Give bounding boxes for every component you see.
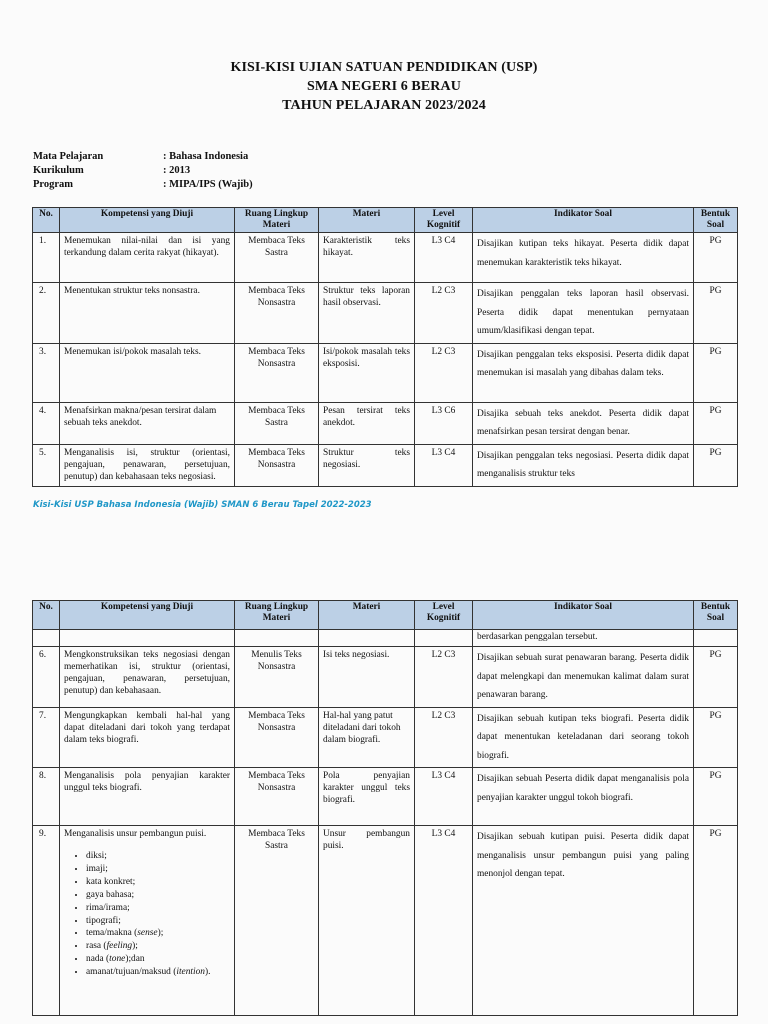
- table-row: [33, 826, 738, 1016]
- cell-indikator: Disajika sebuah teks anekdot. Peserta didik dapat menafsirkan pesan tersirat dengan benar.: [473, 402, 694, 444]
- table-header-row: [33, 208, 738, 233]
- header-indikator: Indikator Soal: [473, 208, 694, 233]
- cell-level: L3 C4: [415, 444, 473, 486]
- header-kompetensi: Kompetensi yang Diuji: [60, 208, 235, 233]
- cell-ruang-lingkup: Membaca Teks Nonsastra: [235, 283, 319, 344]
- cell-kompetensi: Menafsirkan makna/pesan tersirat dalam sebuah teks anekdot.: [60, 402, 235, 444]
- cell-ruang-lingkup: Menulis Teks Nonsastra: [235, 647, 319, 708]
- list-item: • gaya bahasa;: [86, 889, 230, 902]
- cell-ruang-lingkup: Membaca Teks Sastra: [235, 233, 319, 283]
- cell-level: L2 C3: [415, 707, 473, 768]
- title-line-3: TAHUN PELAJARAN 2023/2024: [282, 98, 486, 113]
- cell-indikator: Disajikan sebuah Peserta didik dapat menganalisis pola penyajian karakter unggul tokoh biografi.: [473, 768, 694, 826]
- meta-row-subject: [33, 150, 253, 164]
- cell-indikator: berdasarkan penggalan tersebut.: [473, 630, 694, 647]
- cell-kompetensi: Menganalisis pola penyajian karakter unggul teks biografi.: [60, 768, 235, 826]
- cell-no: 4.: [33, 402, 60, 444]
- table-row: [33, 283, 738, 344]
- text-part: ).: [205, 967, 211, 978]
- cell-level: L3 C6: [415, 402, 473, 444]
- cell-no: 3.: [33, 343, 60, 402]
- document-title: [0, 58, 768, 115]
- cell-bentuk: PG: [694, 444, 738, 486]
- list-item: [86, 966, 230, 979]
- kisi-table-page-1: [32, 207, 738, 487]
- title-line-2: SMA NEGERI 6 BERAU: [307, 79, 461, 94]
- list-item: • kata konkret;: [86, 876, 230, 889]
- header-level: Level Kognitif: [415, 601, 473, 630]
- cell-ruang-lingkup: Membaca Teks Nonsastra: [235, 444, 319, 486]
- cell-bentuk: PG: [694, 233, 738, 283]
- header-indikator: Indikator Soal: [473, 601, 694, 630]
- italic-term: feeling: [106, 941, 133, 952]
- header-bentuk: Bentuk Soal: [694, 601, 738, 630]
- cell-kompetensi: Menemukan nilai-nilai dan isi yang terkandung dalam cerita rakyat (hikayat).: [60, 233, 235, 283]
- cell-materi: Isi teks negosiasi.: [319, 647, 415, 708]
- kompetensi-text: Menganalisis unsur pembangun puisi.: [64, 829, 207, 839]
- text-part: );: [132, 941, 138, 952]
- cell-bentuk: PG: [694, 283, 738, 344]
- cell-indikator: Disajikan sebuah kutipan puisi. Peserta didik dapat menganalisis unsur pembangun puisi yang paling menonjol dengan tepat.: [473, 826, 694, 1016]
- cell-materi: Unsur pembangun puisi.: [319, 826, 415, 1016]
- header-materi: Materi: [319, 601, 415, 630]
- table-row: [33, 647, 738, 708]
- cell-no: 7.: [33, 707, 60, 768]
- list-item: [86, 940, 230, 953]
- list-item: [86, 953, 230, 966]
- cell-no: 6.: [33, 647, 60, 708]
- meta-value: : MIPA/IPS (Wajib): [163, 179, 253, 190]
- cell-bentuk: PG: [694, 647, 738, 708]
- cell-level: L3 C4: [415, 826, 473, 1016]
- header-bentuk: Bentuk Soal: [694, 208, 738, 233]
- header-no: No.: [33, 208, 60, 233]
- cell-bentuk: PG: [694, 402, 738, 444]
- cell-ruang-lingkup: Membaca Teks Sastra: [235, 402, 319, 444]
- cell-no: 5.: [33, 444, 60, 486]
- text-part: tema/makna (: [86, 928, 138, 939]
- list-item: • rima/irama;: [86, 902, 230, 915]
- cell-level: L3 C4: [415, 233, 473, 283]
- meta-value: : 2013: [163, 165, 191, 176]
- cell-no: 1.: [33, 233, 60, 283]
- cell-kompetensi: Menentukan struktur teks nonsastra.: [60, 283, 235, 344]
- cell-kompetensi: [60, 826, 235, 1016]
- cell-materi: Isi/pokok masalah teks eksposisi.: [319, 343, 415, 402]
- cell-no: 8.: [33, 768, 60, 826]
- cell-level: L2 C3: [415, 343, 473, 402]
- cell-indikator: Disajikan sebuah surat penawaran barang. Peserta didik dapat melengkapi dan menemukan kalimat dalam surat penawaran barang.: [473, 647, 694, 708]
- meta-value: : Bahasa Indonesia: [163, 151, 249, 162]
- cell-bentuk: [694, 630, 738, 647]
- list-item: • imaji;: [86, 863, 230, 876]
- cell-materi: Pesan tersirat teks anekdot.: [319, 402, 415, 444]
- text-part: );: [157, 928, 164, 939]
- table-row: [33, 768, 738, 826]
- cell-level: L2 C3: [415, 283, 473, 344]
- table-row: [33, 707, 738, 768]
- title-line-1: KISI-KISI UJIAN SATUAN PENDIDIKAN (USP): [230, 60, 538, 75]
- cell-materi: Struktur teks laporan hasil observasi.: [319, 283, 415, 344]
- cell-bentuk: PG: [694, 707, 738, 768]
- cell-indikator: Disajikan penggalan teks eksposisi. Peserta didik dapat menemukan isi masalah yang dibahas dalam teks.: [473, 343, 694, 402]
- subject-info: [33, 150, 253, 192]
- text-part: rasa (: [86, 941, 107, 952]
- cell-materi: Karakteristik teks hikayat.: [319, 233, 415, 283]
- cell-indikator: Disajikan kutipan teks hikayat. Peserta didik dapat menemukan karakteristik teks hikayat.: [473, 233, 694, 283]
- cell-level: [415, 630, 473, 647]
- cell-bentuk: PG: [694, 768, 738, 826]
- cell-kompetensi: Mengungkapkan kembali hal-hal yang dapat diteladani dari tokoh yang terdapat dalam teks biografi.: [60, 707, 235, 768]
- meta-row-curriculum: [33, 164, 253, 178]
- header-ruang-lingkup: Ruang Lingkup Materi: [235, 208, 319, 233]
- cell-materi: Pola penyajian karakter unggul teks biografi.: [319, 768, 415, 826]
- list-item: • tipografi;: [86, 915, 230, 928]
- table-row: [33, 444, 738, 486]
- cell-no: 2.: [33, 283, 60, 344]
- cell-kompetensi: Menganalisis isi, struktur (orientasi, pengajuan, penawaran, persetujuan, penutup) dan kebahasaan teks negosiasi.: [60, 444, 235, 486]
- text-part: nada (: [86, 954, 110, 965]
- list-item: [86, 927, 230, 940]
- header-kompetensi: Kompetensi yang Diuji: [60, 601, 235, 630]
- cell-kompetensi: Menemukan isi/pokok masalah teks.: [60, 343, 235, 402]
- meta-label: Kurikulum: [33, 165, 84, 176]
- meta-label: Program: [33, 179, 74, 190]
- cell-indikator: Disajikan penggalan teks negosiasi. Peserta didik dapat menganalisis struktur teks: [473, 444, 694, 486]
- cell-no: 9.: [33, 826, 60, 1016]
- cell-ruang-lingkup: Membaca Teks Nonsastra: [235, 343, 319, 402]
- table-row-continuation: [33, 630, 738, 647]
- text-part: );dan: [125, 954, 145, 965]
- cell-indikator: Disajikan sebuah kutipan teks biografi. Peserta didik dapat menentukan keteladanan dari seorang tokoh biografi.: [473, 707, 694, 768]
- cell-bentuk: PG: [694, 343, 738, 402]
- meta-label: Mata Pelajaran: [33, 151, 104, 162]
- cell-ruang-lingkup: [235, 630, 319, 647]
- header-no: No.: [33, 601, 60, 630]
- cell-materi: Hal-hal yang patut diteladani dari tokoh dalam biografi.: [319, 707, 415, 768]
- table-row: [33, 402, 738, 444]
- italic-term: tone: [109, 954, 126, 965]
- unsur-list: [64, 850, 230, 979]
- italic-term: itention: [176, 967, 205, 978]
- cell-no: [33, 630, 60, 647]
- italic-term: sense: [137, 928, 158, 939]
- cell-kompetensi: [60, 630, 235, 647]
- text-part: amanat/tujuan/maksud (: [86, 967, 177, 978]
- cell-bentuk: PG: [694, 826, 738, 1016]
- table-header-row: [33, 601, 738, 630]
- header-level: Level Kognitif: [415, 208, 473, 233]
- meta-row-program: [33, 178, 253, 192]
- cell-ruang-lingkup: Membaca Teks Sastra: [235, 826, 319, 1016]
- cell-materi: Struktur teks negosiasi.: [319, 444, 415, 486]
- cell-indikator: Disajikan penggalan teks laporan hasil observasi. Peserta didik dapat menentukan pernyataan umum/klasifikasi dengan tepat.: [473, 283, 694, 344]
- cell-level: L3 C4: [415, 768, 473, 826]
- cell-level: L2 C3: [415, 647, 473, 708]
- table-row: [33, 343, 738, 402]
- list-item: • diksi;: [86, 850, 230, 863]
- kisi-table-page-2: [32, 600, 738, 1016]
- header-ruang-lingkup: Ruang Lingkup Materi: [235, 601, 319, 630]
- table-row: [33, 233, 738, 283]
- cell-ruang-lingkup: Membaca Teks Nonsastra: [235, 707, 319, 768]
- cell-kompetensi: Mengkonstruksikan teks negosiasi dengan memerhatikan isi, struktur (orientasi, pengajuan, penawaran, persetujuan, penutup) dan kebahasaan.: [60, 647, 235, 708]
- cell-ruang-lingkup: Membaca Teks Nonsastra: [235, 768, 319, 826]
- header-materi: Materi: [319, 208, 415, 233]
- cell-materi: [319, 630, 415, 647]
- page-footer-note: Kisi-Kisi USP Bahasa Indonesia (Wajib) SMAN 6 Berau Tapel 2022-2023: [33, 500, 372, 510]
